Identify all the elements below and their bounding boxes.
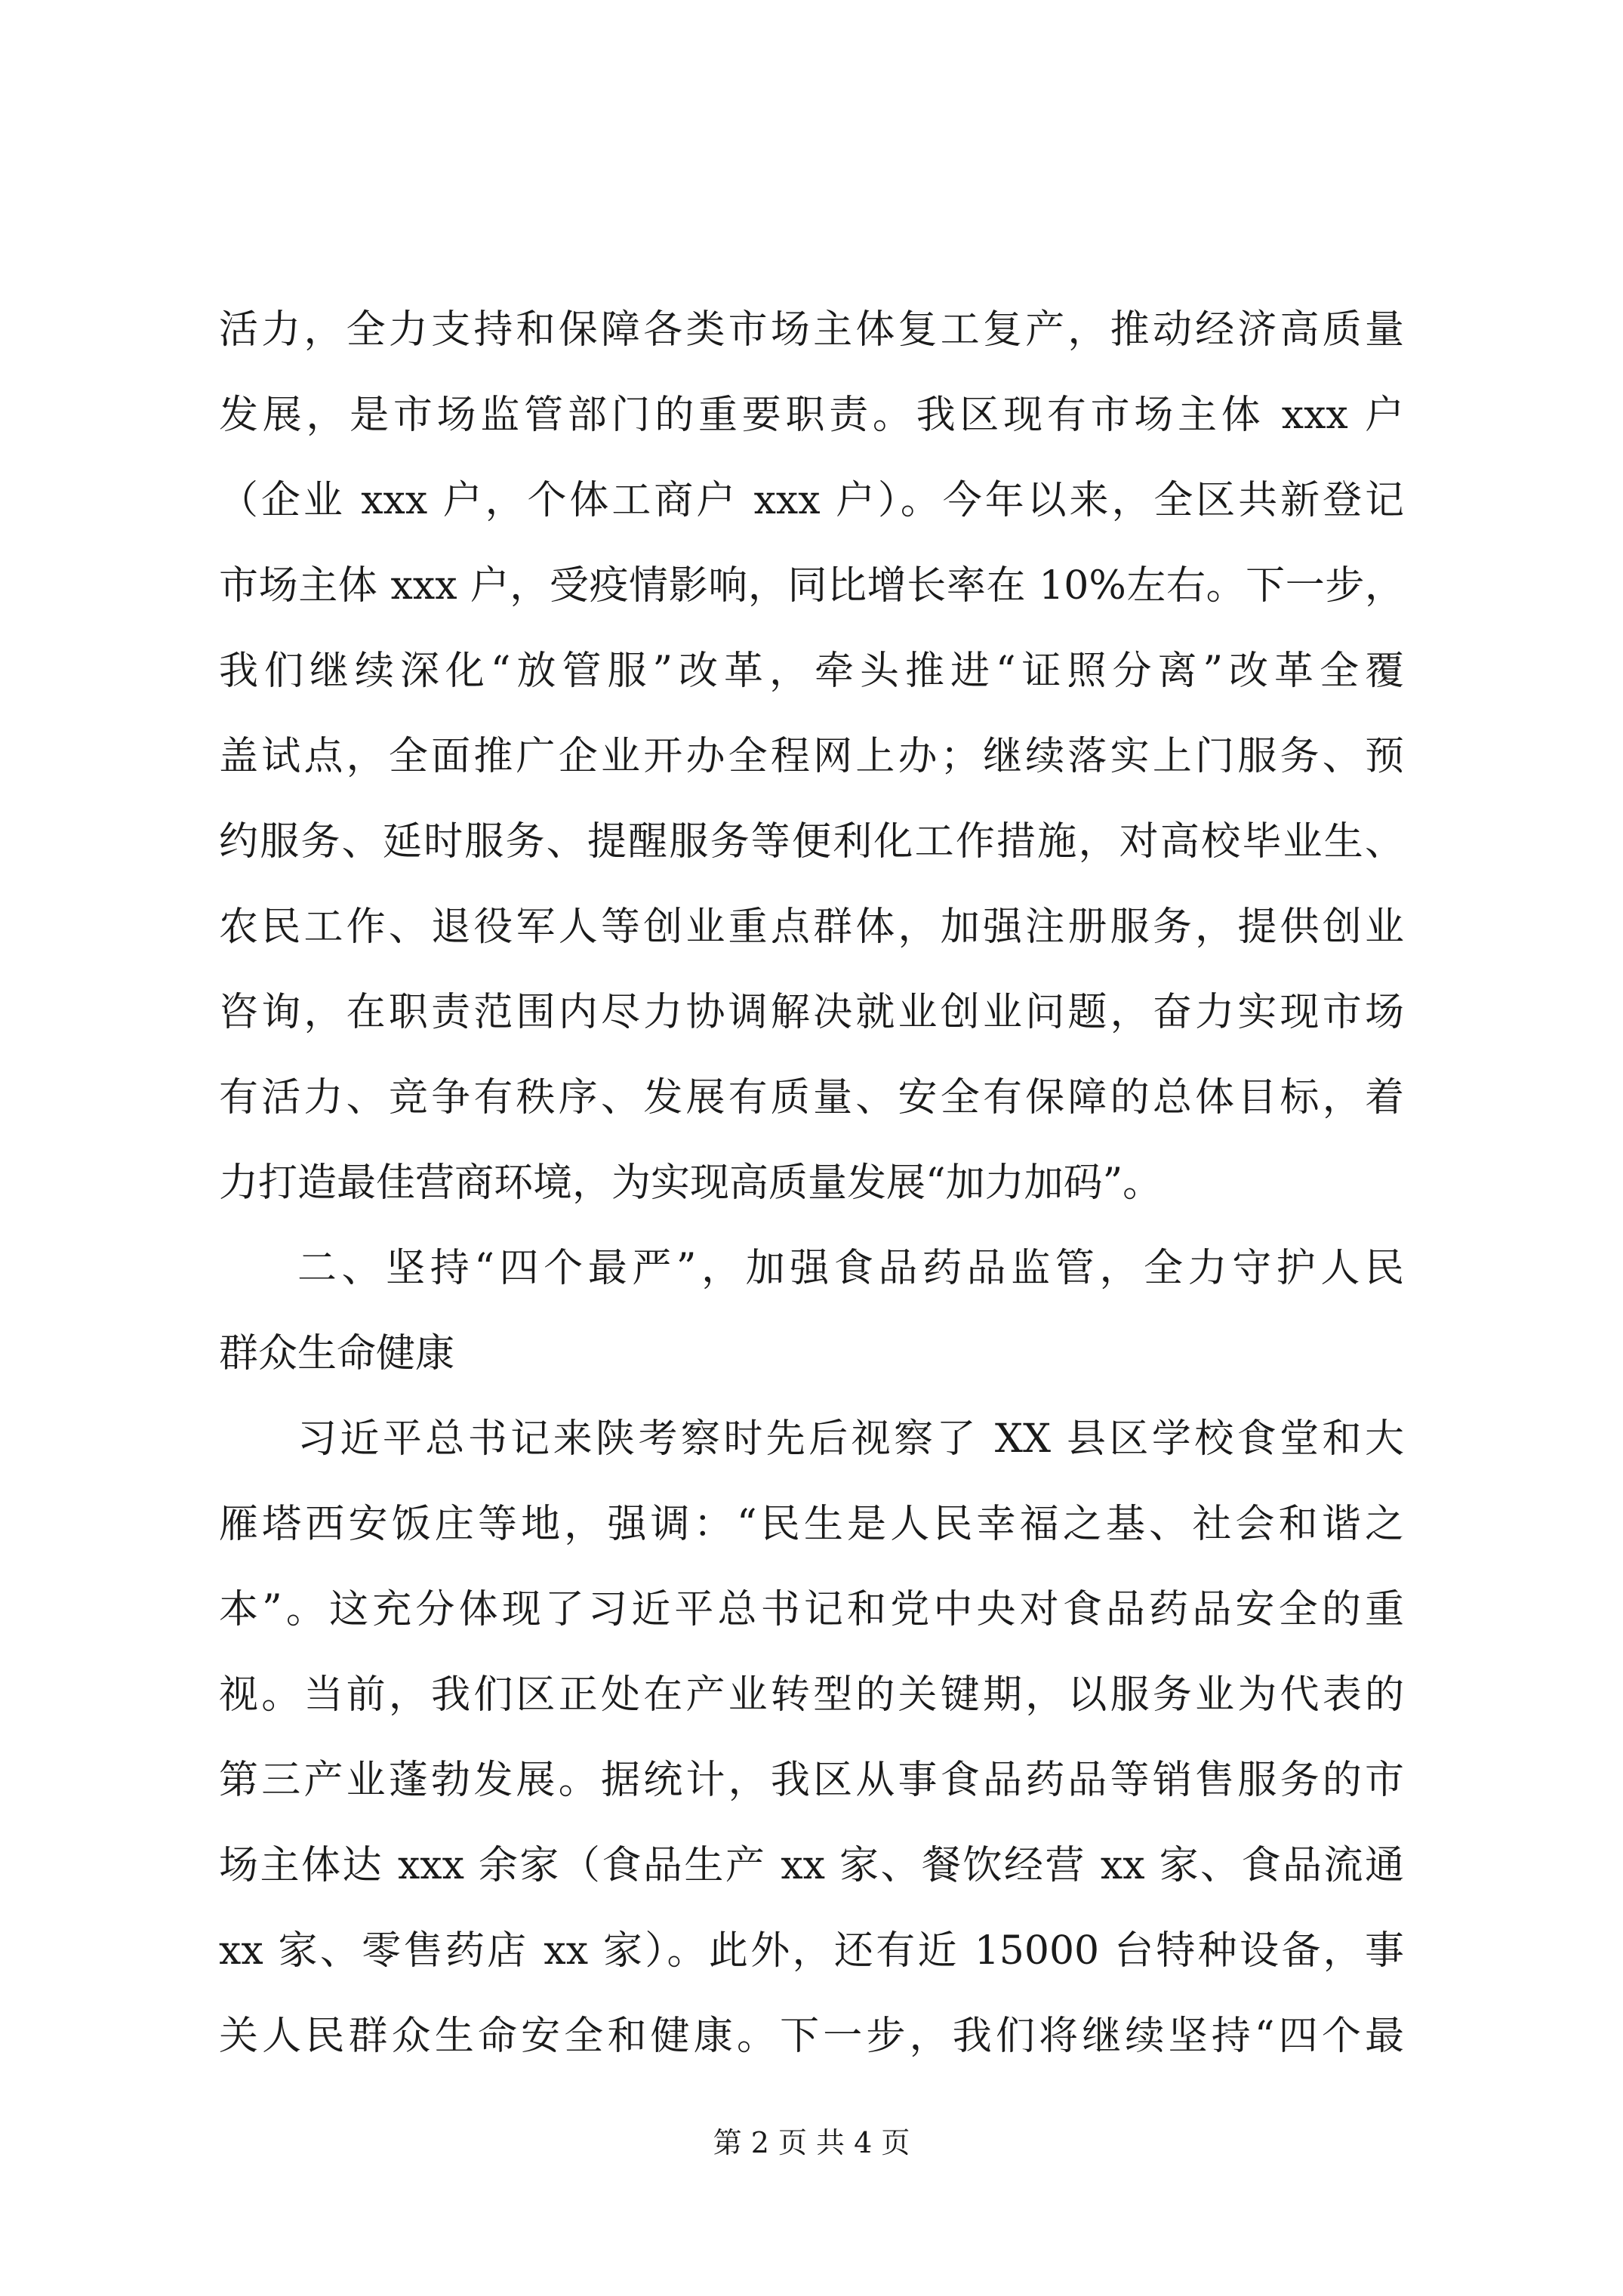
body-text-line: 视。当前，我们区正处在产业转型的关键期，以服务业为代表的: [219, 1672, 1404, 1718]
section-heading-line: 二、坚持“四个最严”，加强食品药品监管，全力守护人民: [297, 1246, 1404, 1291]
body-text-line: 场主体达 xxx 余家（食品生产 xx 家、餐饮经营 xx 家、食品流通: [219, 1843, 1404, 1888]
body-text-line: 我们继续深化“放管服”改革，牵头推进“证照分离”改革全覆: [219, 649, 1404, 694]
body-text-line: 习近平总书记来陕考察时先后视察了 XX 县区学校食堂和大: [297, 1416, 1404, 1462]
body-text-line: 咨询，在职责范围内尽力协调解决就业创业问题，奋力实现市场: [219, 990, 1404, 1035]
section-heading-line: 群众生命健康: [219, 1331, 455, 1376]
body-text-line: 关人民群众生命安全和健康。下一步，我们将继续坚持“四个最: [219, 2014, 1404, 2059]
body-text-line: 有活力、竞争有秩序、发展有质量、安全有保障的总体目标，着: [219, 1075, 1404, 1120]
body-text-line: 发展，是市场监管部门的重要职责。我区现有市场主体 xxx 户: [219, 393, 1404, 438]
body-text-line: 约服务、延时服务、提醒服务等便利化工作措施，对高校毕业生、: [219, 819, 1404, 864]
body-text-line: 力打造最佳营商环境，为实现高质量发展“加力加码”。: [219, 1160, 1163, 1206]
body-text-line: 盖试点，全面推广企业开办全程网上办；继续落实上门服务、预: [219, 734, 1404, 779]
body-text-line: （企业 xxx 户，个体工商户 xxx 户）。今年以来，全区共新登记: [219, 478, 1404, 523]
body-text-line: 市场主体 xxx 户，受疫情影响，同比增长率在 10%左右。下一步，: [219, 563, 1404, 609]
body-text-line: 雁塔西安饭庄等地，强调：“民生是人民幸福之基、社会和谐之: [219, 1502, 1404, 1547]
body-text-line: xx 家、零售药店 xx 家）。此外，还有近 15000 台特种设备，事: [219, 1928, 1404, 1974]
body-text-line: 农民工作、退役军人等创业重点群体，加强注册服务，提供创业: [219, 905, 1404, 950]
page-number-footer: 第 2 页 共 4 页: [713, 2126, 910, 2159]
body-text-line: 活力，全力支持和保障各类市场主体复工复产，推动经济高质量: [219, 307, 1404, 353]
body-text-line: 本”。这充分体现了习近平总书记和党中央对食品药品安全的重: [219, 1587, 1404, 1632]
body-text-line: 第三产业蓬勃发展。据统计，我区从事食品药品等销售服务的市: [219, 1758, 1404, 1803]
